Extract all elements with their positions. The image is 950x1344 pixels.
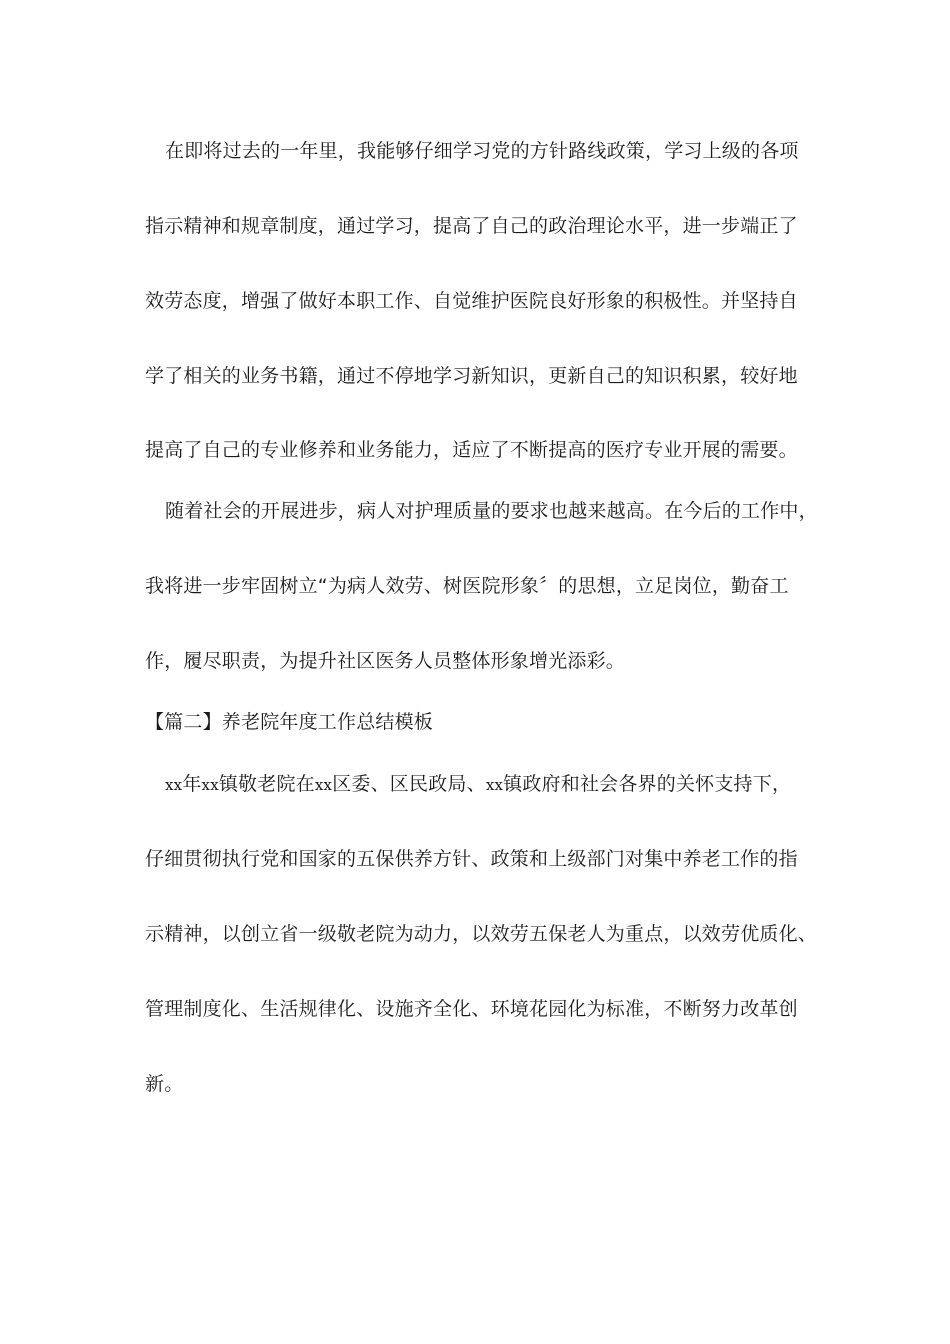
paragraph-1-line-3: 效劳态度，增强了做好本职工作、自觉维护医院良好形象的积极性。并坚持自 xyxy=(145,290,798,312)
paragraph-2-line-1: 随着社会的开展进步，病人对护理质量的要求也越来越高。在今后的工作中， xyxy=(165,500,818,522)
text-fragment: 镇政府和社会各界的关怀支持下， xyxy=(503,773,792,795)
placeholder-xx: xx xyxy=(314,776,333,794)
paragraph-2-line-3: 作，履尽职责，为提升社区医务人员整体形象增光添彩。 xyxy=(145,650,626,672)
paragraph-1-line-1: 在即将过去的一年里，我能够仔细学习党的方针路线政策，学习上级的各项 xyxy=(165,140,799,162)
text-fragment: 镇敬老院在 xyxy=(218,773,315,795)
text-fragment: 年 xyxy=(182,773,202,795)
placeholder-xx: xx xyxy=(165,776,183,794)
text-fragment: 区委、区民政局、 xyxy=(332,773,486,795)
paragraph-3-line-4: 管理制度化、生活规律化、设施齐全化、环境花园化为标准，不断努力改革创 xyxy=(145,998,798,1020)
placeholder-xx: xx xyxy=(201,776,219,794)
paragraph-3-line-2: 仔细贯彻执行党和国家的五保供养方针、政策和上级部门对集中养老工作的指 xyxy=(145,848,798,870)
paragraph-2-line-2: 我将进一步牢固树立“为病人效劳、树医院形象〞的思想，立足岗位，勤奋工 xyxy=(145,575,789,597)
section-heading: 【篇二】养老院年度工作总结模板 xyxy=(145,711,434,733)
paragraph-3-line-5: 新。 xyxy=(145,1073,184,1095)
paragraph-3-line-1 xyxy=(165,769,835,799)
paragraph-1-line-4: 学了相关的业务书籍，通过不停地学习新知识，更新自己的知识积累，较好地 xyxy=(145,365,798,387)
placeholder-xx: xx xyxy=(485,776,504,794)
paragraph-1-line-5: 提高了自己的专业修养和业务能力，适应了不断提高的医疗专业开展的需要。 xyxy=(145,439,798,461)
paragraph-1-line-2: 指示精神和规章制度，通过学习，提高了自己的政治理论水平，进一步端正了 xyxy=(145,215,798,237)
paragraph-3-line-3: 示精神，以创立省一级敬老院为动力，以效劳五保老人为重点，以效劳优质化、 xyxy=(145,923,818,945)
